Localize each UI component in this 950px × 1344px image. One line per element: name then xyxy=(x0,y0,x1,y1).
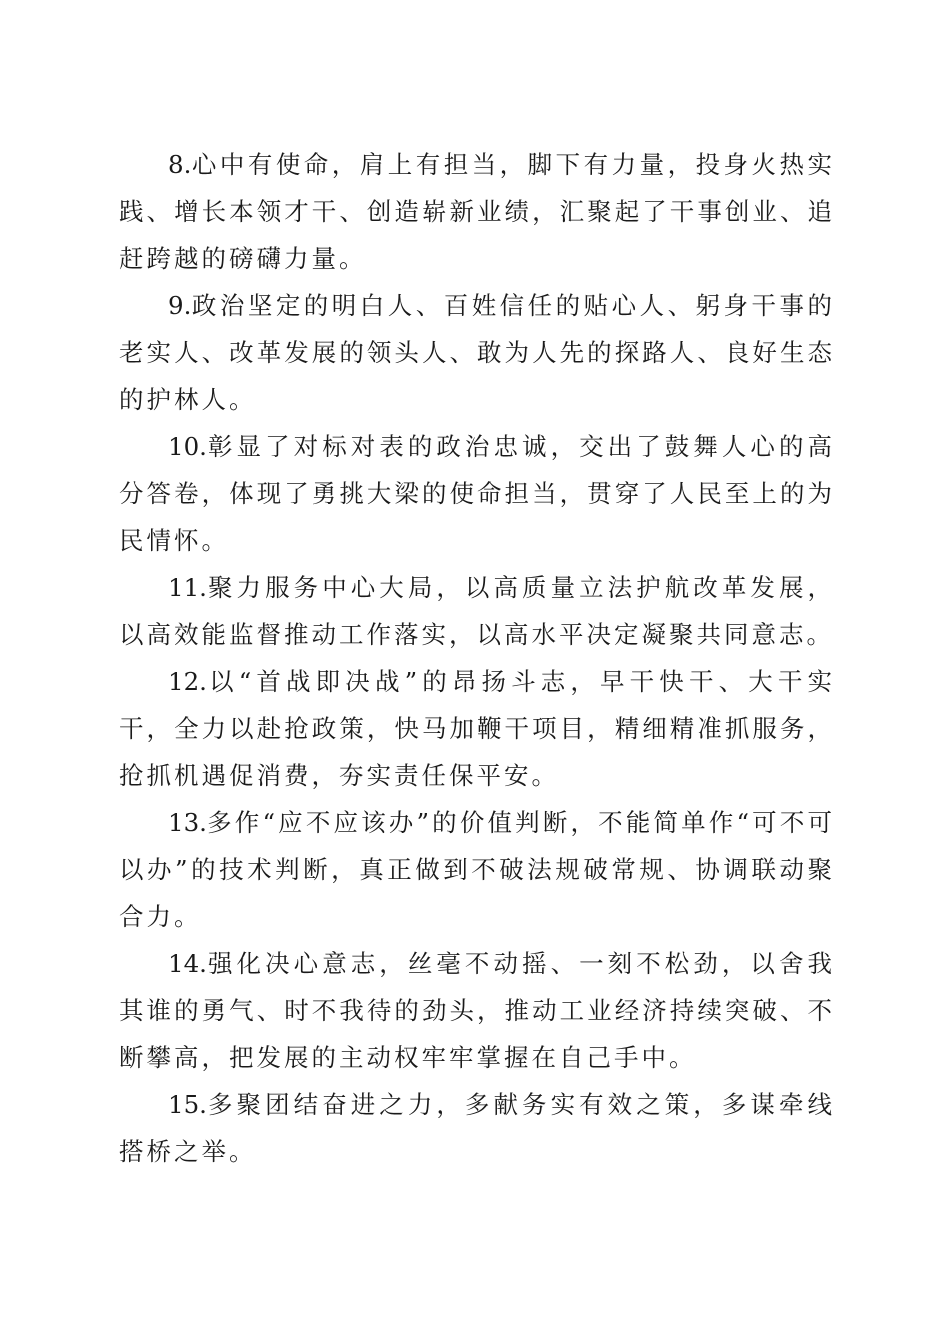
paragraph-number: 10. xyxy=(168,432,207,461)
paragraph-text: 强化决心意志，丝毫不动摇、一刻不松劲，以舍我其谁的勇气、时不我待的劲头，推动工业经济持续突破、不断攀高，把发展的主动权牢牢掌握在自己手中。 xyxy=(119,949,835,1072)
paragraph-text: 心中有使命，肩上有担当，脚下有力量，投身火热实践、增长本领才干、创造崭新业绩，汇聚起了干事创业、追赶跨越的磅礴力量。 xyxy=(119,150,835,273)
paragraph-number: 8. xyxy=(168,150,192,179)
paragraph-11 xyxy=(119,564,835,658)
paragraph-10 xyxy=(119,423,835,564)
paragraph-number: 15. xyxy=(168,1090,207,1119)
paragraph-12 xyxy=(119,658,835,799)
paragraph-9 xyxy=(119,282,835,423)
paragraph-number: 13. xyxy=(168,808,207,837)
paragraph-number: 11. xyxy=(168,573,207,602)
paragraph-number: 9. xyxy=(168,291,192,320)
paragraph-13 xyxy=(119,799,835,940)
paragraph-text: 彰显了对标对表的政治忠诚，交出了鼓舞人心的高分答卷，体现了勇挑大梁的使命担当，贯穿了人民至上的为民情怀。 xyxy=(119,432,835,555)
document-body xyxy=(119,141,835,1175)
paragraph-14 xyxy=(119,940,835,1081)
paragraph-text: 多聚团结奋进之力，多献务实有效之策，多谋牵线搭桥之举。 xyxy=(119,1090,835,1166)
paragraph-15 xyxy=(119,1081,835,1175)
paragraph-8 xyxy=(119,141,835,282)
paragraph-text: 聚力服务中心大局，以高质量立法护航改革发展，以高效能监督推动工作落实，以高水平决定凝聚共同意志。 xyxy=(119,573,835,649)
paragraph-text: 政治坚定的明白人、百姓信任的贴心人、躬身干事的老实人、改革发展的领头人、敢为人先的探路人、良好生态的护林人。 xyxy=(119,291,835,414)
paragraph-number: 12. xyxy=(168,667,207,696)
paragraph-text: 以“首战即决战”的昂扬斗志，早干快干、大干实干，全力以赴抢政策，快马加鞭干项目，精细精准抓服务，抢抓机遇促消费，夯实责任保平安。 xyxy=(119,667,835,790)
paragraph-text: 多作“应不应该办”的价值判断，不能简单作“可不可以办”的技术判断，真正做到不破法规破常规、协调联动聚合力。 xyxy=(119,808,835,931)
paragraph-number: 14. xyxy=(168,949,207,978)
